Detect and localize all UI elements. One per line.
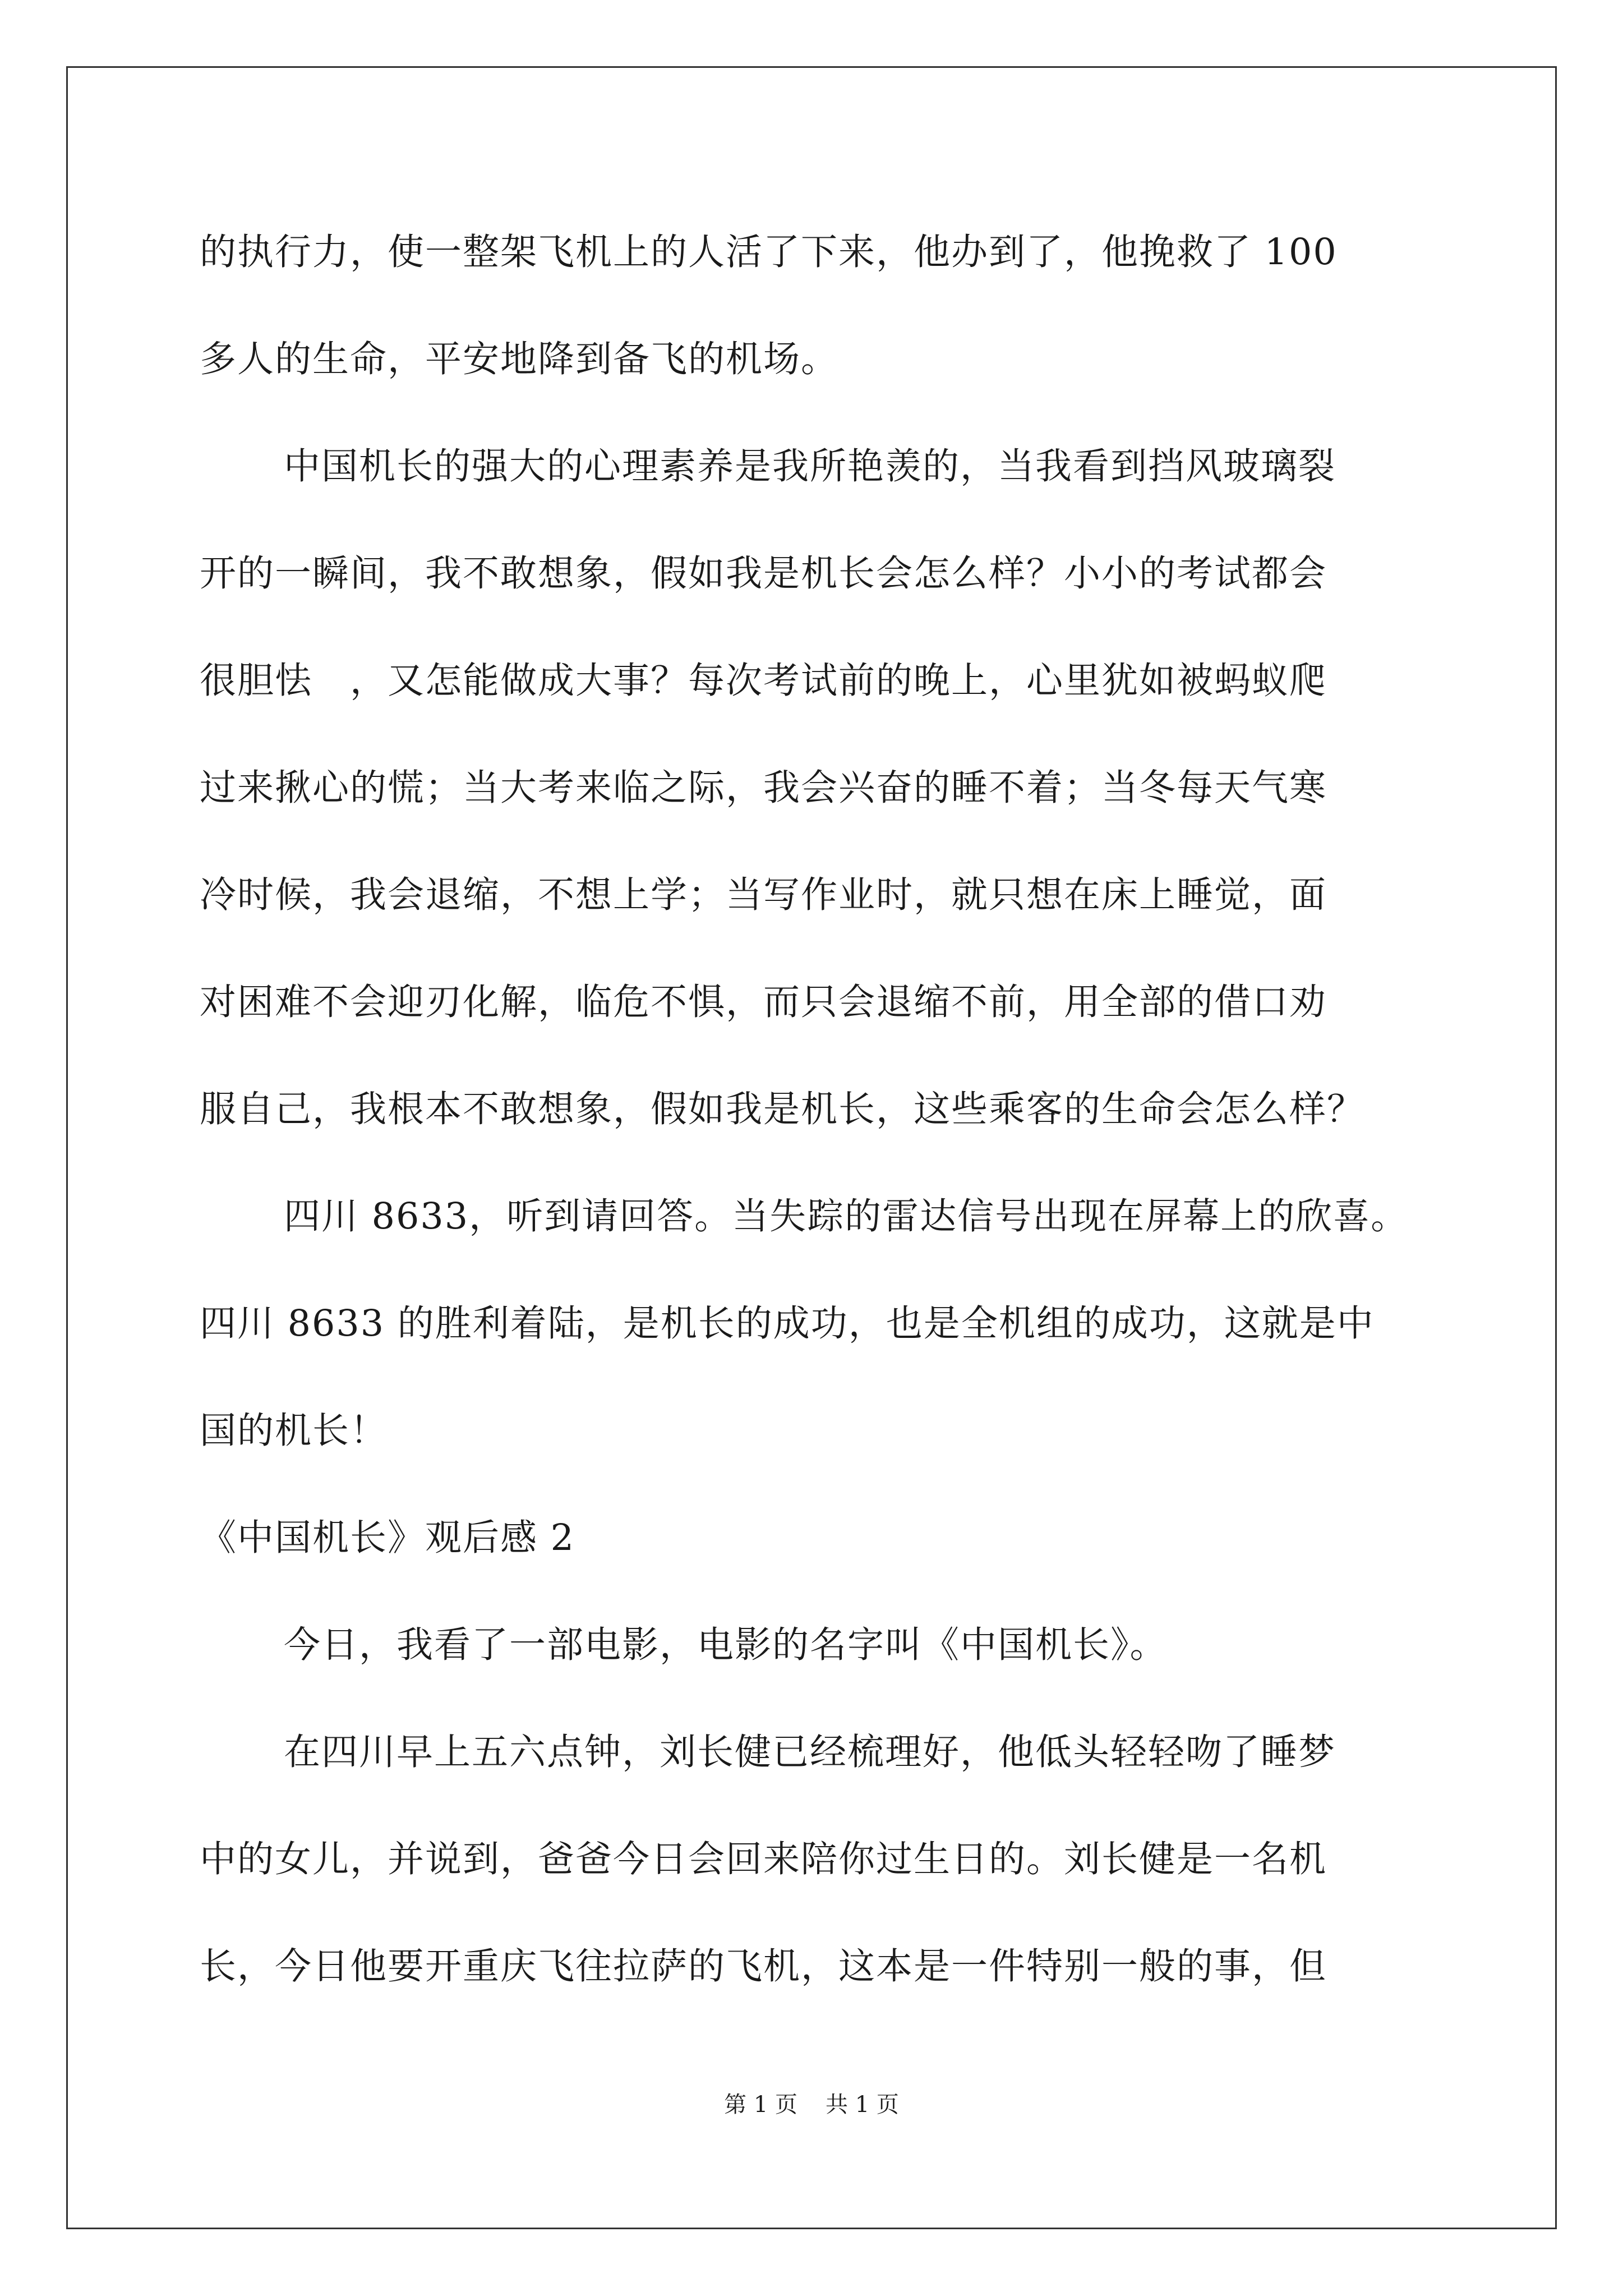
page-footer [0,2087,1623,2119]
text-line: 长，今日他要开重庆飞往拉萨的飞机，这本是一件特别一般的事，但 [200,1945,1327,1987]
text-line: 开的一瞬间，我不敢想象，假如我是机长会怎么样？小小的考试都会 [200,553,1327,595]
text-line: 的执行力，使一整架飞机上的人活了下来，他办到了，他挽救了 100 [200,231,1338,273]
text-line: 今日，我看了一部电影，电影的名字叫《中国机长》。 [284,1624,1168,1666]
text-line: 服自己，我根本不敢想象，假如我是机长，这些乘客的生命会怎么样？ [200,1088,1365,1130]
text-line: 中的女儿，并说到，爸爸今日会回来陪你过生日的。刘长健是一名机 [200,1838,1327,1880]
text-line: 国的机长！ [200,1410,388,1452]
text-line: 过来揪心的慌；当大考来临之际，我会兴奋的睡不着；当冬每天气寒 [200,767,1327,809]
text-line: 在四川早上五六点钟，刘长健已经梳理好，他低头轻轻吻了睡梦 [284,1731,1336,1773]
text-line: 四川 8633，听到请回答。当失踪的雷达信号出现在屏幕上的欣喜。 [284,1195,1409,1237]
text-line: 多人的生命，平安地降到备飞的机场。 [200,338,839,380]
text-line: 很胆怯 ，又怎能做成大事？每次考试前的晚上，心里犹如被蚂蚁爬 [200,660,1327,702]
section-heading: 《中国机长》观后感 2 [200,1517,575,1559]
page-total: 共 1 页 [826,2092,899,2118]
page-number: 第 1 页 [724,2092,797,2118]
text-line: 四川 8633 的胜利着陆，是机长的成功，也是全机组的成功，这就是中 [200,1303,1375,1345]
text-line: 冷时候，我会退缩，不想上学；当写作业时，就只想在床上睡觉，面 [200,874,1327,916]
document-body [200,219,1433,2040]
text-line: 对困难不会迎刃化解，临危不惧，而只会退缩不前，用全部的借口劝 [200,981,1327,1023]
text-line: 中国机长的强大的心理素养是我所艳羡的，当我看到挡风玻璃裂 [284,445,1336,487]
